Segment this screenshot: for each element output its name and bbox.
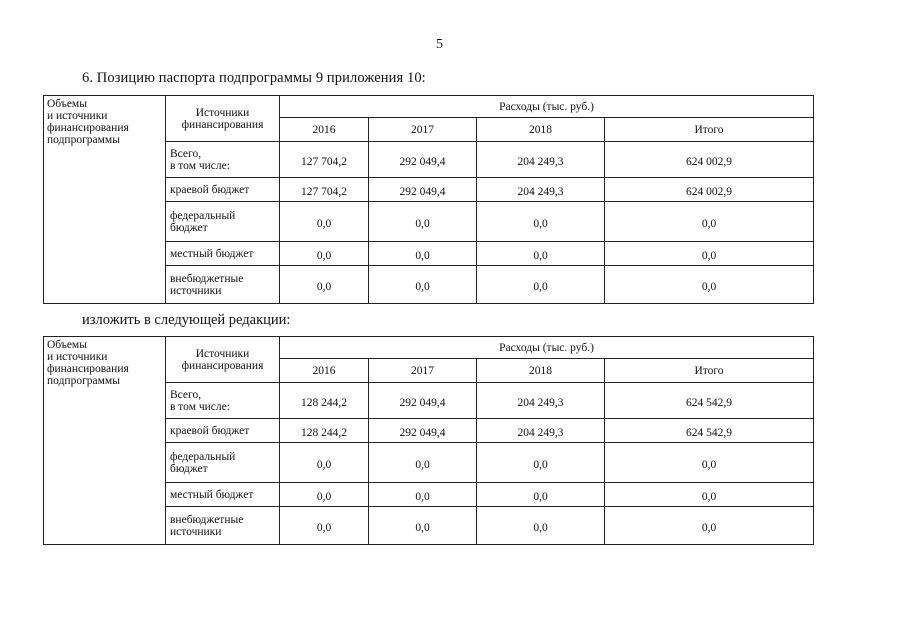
header-row	[44, 337, 814, 359]
amount-cell: 0,0	[477, 507, 605, 545]
amount-cell: 128 244,2	[280, 419, 369, 443]
expenses-header: Расходы (тыс. руб.)	[280, 337, 814, 359]
funding-source-cell	[166, 483, 280, 507]
amount-cell: 204 249,3	[477, 419, 605, 443]
subprogram-label-line: Объемы	[47, 339, 87, 351]
section-heading: 6. Позицию паспорта подпрограммы 9 приложения 10:	[82, 70, 426, 86]
amount-cell: 0,0	[280, 266, 369, 304]
funding-source-cell	[166, 383, 280, 419]
funding-source-cell	[166, 242, 280, 266]
amount-cell: 0,0	[369, 483, 477, 507]
page-number: 5	[436, 37, 443, 52]
amount-cell: 128 244,2	[280, 383, 369, 419]
funding-source-cell	[166, 266, 280, 304]
amount-cell: 292 049,4	[369, 419, 477, 443]
funding-source-cell	[166, 507, 280, 545]
section-subheading: изложить в следующей редакции:	[82, 312, 291, 328]
sources-header-cell	[166, 337, 280, 383]
amount-cell: 0,0	[280, 202, 369, 242]
funding-source-line: Всего,	[170, 388, 202, 401]
sources-header-line: Источники	[195, 347, 250, 360]
amount-cell: 0,0	[280, 507, 369, 545]
funding-source-line: внебюджетные	[170, 272, 244, 285]
amount-cell: 292 049,4	[369, 383, 477, 419]
column-header: 2016	[280, 359, 369, 383]
column-header: 2017	[369, 359, 477, 383]
amount-cell: 0,0	[477, 202, 605, 242]
header-row	[44, 96, 814, 118]
amount-cell: 0,0	[605, 202, 814, 242]
sources-header-line: Источники	[195, 106, 250, 119]
funding-source-line: бюджет	[170, 221, 208, 234]
funding-source-cell	[166, 202, 280, 242]
subprogram-label-line: финансирования	[47, 363, 129, 375]
funding-source-line: бюджет	[170, 462, 208, 475]
amount-cell: 0,0	[477, 266, 605, 304]
funding-source-cell	[166, 419, 280, 443]
expenses-header: Расходы (тыс. руб.)	[280, 96, 814, 118]
subprogram-label-line: подпрограммы	[47, 375, 120, 387]
column-header: 2016	[280, 118, 369, 142]
amount-cell: 0,0	[605, 483, 814, 507]
column-header: 2017	[369, 118, 477, 142]
amount-cell: 624 542,9	[605, 419, 814, 443]
funding-source-line: краевой бюджет	[170, 183, 250, 196]
amount-cell: 0,0	[605, 443, 814, 483]
sources-header-line: финансирования	[181, 359, 264, 372]
amount-cell: 127 704,2	[280, 178, 369, 202]
amount-cell: 204 249,3	[477, 142, 605, 178]
funding-source-cell	[166, 178, 280, 202]
amount-cell: 0,0	[477, 242, 605, 266]
financing-table-original	[43, 95, 814, 304]
amount-cell: 624 002,9	[605, 142, 814, 178]
funding-source-line: источники	[170, 525, 222, 538]
funding-source-line: федеральный	[170, 209, 236, 222]
subprogram-label-line: финансирования	[47, 122, 129, 134]
subprogram-label-cell	[44, 96, 166, 304]
funding-source-line: внебюджетные	[170, 513, 244, 526]
amount-cell: 204 249,3	[477, 178, 605, 202]
amount-cell: 204 249,3	[477, 383, 605, 419]
amount-cell: 0,0	[605, 266, 814, 304]
funding-source-line: местный бюджет	[170, 488, 254, 501]
subprogram-label-cell	[44, 337, 166, 545]
amount-cell: 0,0	[477, 443, 605, 483]
funding-source-cell	[166, 142, 280, 178]
amount-cell: 292 049,4	[369, 142, 477, 178]
amount-cell: 0,0	[369, 202, 477, 242]
amount-cell: 624 002,9	[605, 178, 814, 202]
amount-cell: 0,0	[369, 507, 477, 545]
subprogram-label-line: подпрограммы	[47, 134, 120, 146]
amount-cell: 0,0	[369, 266, 477, 304]
amount-cell: 0,0	[369, 443, 477, 483]
funding-source-line: краевой бюджет	[170, 424, 250, 437]
funding-source-line: федеральный	[170, 450, 236, 463]
amount-cell: 292 049,4	[369, 178, 477, 202]
column-header: 2018	[477, 118, 605, 142]
amount-cell: 0,0	[605, 507, 814, 545]
column-header: 2018	[477, 359, 605, 383]
subprogram-label-line: и источники	[47, 110, 108, 122]
amount-cell: 0,0	[605, 242, 814, 266]
funding-source-line: в том числе:	[170, 159, 230, 172]
sources-header-cell	[166, 96, 280, 142]
amount-cell: 0,0	[369, 242, 477, 266]
subprogram-label-line: и источники	[47, 351, 108, 363]
funding-source-line: местный бюджет	[170, 247, 254, 260]
funding-source-line: Всего,	[170, 147, 202, 160]
financing-table-new	[43, 336, 814, 545]
amount-cell: 127 704,2	[280, 142, 369, 178]
sources-header-line: финансирования	[181, 118, 264, 131]
amount-cell: 0,0	[477, 483, 605, 507]
column-header: Итого	[605, 359, 814, 383]
funding-source-line: источники	[170, 284, 222, 297]
amount-cell: 0,0	[280, 483, 369, 507]
funding-source-cell	[166, 443, 280, 483]
column-header: Итого	[605, 118, 814, 142]
subprogram-label-line: Объемы	[47, 98, 87, 110]
amount-cell: 624 542,9	[605, 383, 814, 419]
amount-cell: 0,0	[280, 443, 369, 483]
amount-cell: 0,0	[280, 242, 369, 266]
funding-source-line: в том числе:	[170, 400, 230, 413]
